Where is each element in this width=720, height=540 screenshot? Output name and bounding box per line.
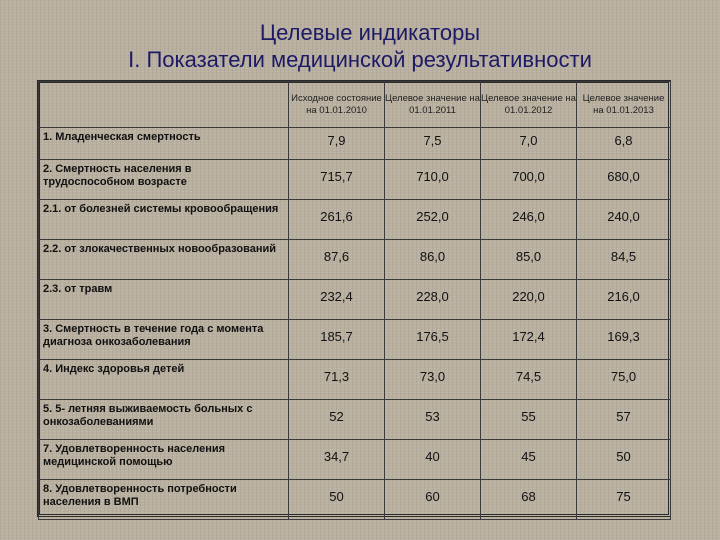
value-cell: 50	[289, 480, 385, 520]
row-label: 8. Удовлетворенность потребности населения в ВМП	[39, 480, 289, 520]
value-cell: 228,0	[385, 280, 481, 320]
table-row	[39, 128, 671, 160]
header-cell-2012: Целевое значение на 01.01.2012	[481, 82, 577, 128]
header-cell-2011: Целевое значение на 01.01.2011	[385, 82, 481, 128]
row-label: 2.3. от травм	[39, 280, 289, 320]
value-cell: 57	[577, 400, 671, 440]
table-row	[39, 480, 671, 520]
row-label: 3. Смертность в течение года с момента диагноза онкозаболевания	[39, 320, 289, 360]
value-cell: 68	[481, 480, 577, 520]
value-cell: 261,6	[289, 200, 385, 240]
value-cell: 40	[385, 440, 481, 480]
value-cell: 232,4	[289, 280, 385, 320]
row-label: 5. 5- летняя выживаемость больных с онкозаболеваниями	[39, 400, 289, 440]
value-cell: 680,0	[577, 160, 671, 200]
value-cell: 71,3	[289, 360, 385, 400]
row-label: 2.1. от болезней системы кровообращения	[39, 200, 289, 240]
value-cell: 252,0	[385, 200, 481, 240]
value-cell: 216,0	[577, 280, 671, 320]
header-cell-label	[39, 82, 289, 128]
value-cell: 172,4	[481, 320, 577, 360]
value-cell: 75	[577, 480, 671, 520]
value-cell: 50	[577, 440, 671, 480]
value-cell: 87,6	[289, 240, 385, 280]
table-row	[39, 360, 671, 400]
value-cell: 75,0	[577, 360, 671, 400]
value-cell: 246,0	[481, 200, 577, 240]
value-cell: 86,0	[385, 240, 481, 280]
row-label: 2.2. от злокачественных новообразований	[39, 240, 289, 280]
value-cell: 176,5	[385, 320, 481, 360]
value-cell: 710,0	[385, 160, 481, 200]
value-cell: 6,8	[577, 128, 671, 160]
value-cell: 45	[481, 440, 577, 480]
slide-subtitle: I. Показатели медицинской результативности	[128, 47, 592, 72]
slide-title: Целевые индикаторы	[259, 20, 481, 45]
value-cell: 240,0	[577, 200, 671, 240]
indicators-table	[38, 81, 671, 520]
value-cell: 73,0	[385, 360, 481, 400]
value-cell: 169,3	[577, 320, 671, 360]
table-row	[39, 160, 671, 200]
value-cell: 84,5	[577, 240, 671, 280]
value-cell: 55	[481, 400, 577, 440]
header-row	[39, 82, 671, 128]
table-row	[39, 400, 671, 440]
row-label: 1. Младенческая смертность	[39, 128, 289, 160]
value-cell: 60	[385, 480, 481, 520]
value-cell: 52	[289, 400, 385, 440]
row-label: 2. Смертность населения в трудоспособном возрасте	[39, 160, 289, 200]
table-row	[39, 320, 671, 360]
value-cell: 220,0	[481, 280, 577, 320]
value-cell: 85,0	[481, 240, 577, 280]
table-row	[39, 440, 671, 480]
row-label: 7. Удовлетворенность населения медицинской помощью	[39, 440, 289, 480]
value-cell: 53	[385, 400, 481, 440]
value-cell: 7,5	[385, 128, 481, 160]
value-cell: 700,0	[481, 160, 577, 200]
value-cell: 715,7	[289, 160, 385, 200]
table-row	[39, 280, 671, 320]
value-cell: 34,7	[289, 440, 385, 480]
row-label: 4. Индекс здоровья детей	[39, 360, 289, 400]
header-cell-2013: Целевое значение на 01.01.2013	[577, 82, 671, 128]
value-cell: 7,9	[289, 128, 385, 160]
value-cell: 74,5	[481, 360, 577, 400]
header-cell-2010: Исходное состояние на 01.01.2010	[289, 82, 385, 128]
table-row	[39, 200, 671, 240]
value-cell: 7,0	[481, 128, 577, 160]
table-row	[39, 240, 671, 280]
value-cell: 185,7	[289, 320, 385, 360]
